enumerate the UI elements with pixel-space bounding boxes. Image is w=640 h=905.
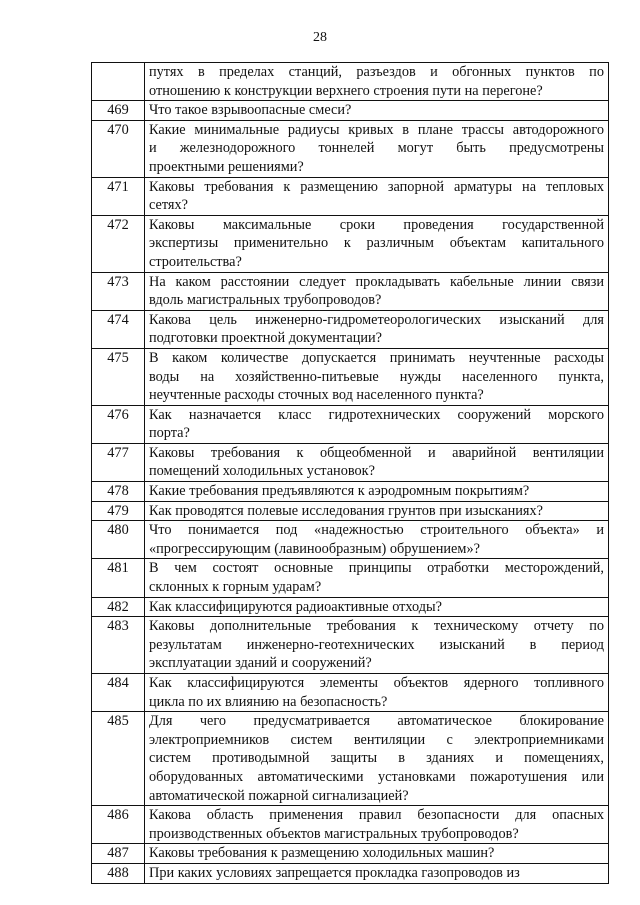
question-text-line: систем противодымной защиты в зданиях и помещениях, [149,750,604,767]
question-text-line: строительства? [149,253,242,270]
question-number: 475 [92,348,145,405]
question-row [92,482,609,502]
question-number: 482 [92,597,145,617]
question-text-line: Как назначается класс гидротехнических сооружений морского [149,406,604,423]
question-number: 485 [92,712,145,806]
question-text [145,521,609,559]
question-row [92,712,609,806]
question-text-line: Каковы требования к размещению холодильных машин? [149,845,495,862]
question-row [92,101,609,121]
question-text-line: Каковы требования к общеобменной и аварийной вентиляции [149,444,604,461]
question-text-line: помещений холодильных установок? [149,463,375,480]
question-text [145,844,609,864]
question-row [92,559,609,597]
question-text [145,101,609,121]
question-text-line: неучтенные расходы сточных вод населенного пункта? [149,387,484,404]
question-text-line: производственных объектов магистральных трубопроводов? [149,825,519,842]
question-text-line: порта? [149,425,190,442]
question-row [92,63,609,101]
question-number: 486 [92,806,145,844]
question-number: 471 [92,177,145,215]
question-text-line: Как классифицируются радиоактивные отходы? [149,598,442,615]
question-text [145,559,609,597]
question-text [145,63,609,101]
question-text-line: Каковы требования к размещению запорной арматуры на тепловых [149,178,604,195]
question-text-line: эксплуатации зданий и сооружений? [149,655,372,672]
question-number: 473 [92,272,145,310]
questions-table-body [92,63,609,884]
question-text [145,348,609,405]
question-text-line: подготовки проектной документации? [149,330,382,347]
question-row [92,215,609,272]
question-number: 469 [92,101,145,121]
question-text-line: электроприемников систем вентиляции с электроприемниками [149,731,604,748]
question-text-line: вдоль магистральных трубопроводов? [149,292,382,309]
question-number: 484 [92,674,145,712]
question-number: 479 [92,501,145,521]
question-text-line: Как проводятся полевые исследования грунтов при изысканиях? [149,502,543,519]
question-text [145,443,609,481]
page-number: 28 [313,30,327,45]
question-number: 488 [92,863,145,883]
question-text [145,806,609,844]
question-text-line: Что такое взрывоопасные смеси? [149,102,352,119]
question-text [145,272,609,310]
question-text-line: и железнодорожного тоннелей могут быть предусмотрены [149,140,604,157]
question-number: 477 [92,443,145,481]
question-number: 483 [92,617,145,674]
question-text [145,405,609,443]
question-row [92,501,609,521]
question-row [92,310,609,348]
question-text [145,597,609,617]
question-text-line: Какие требования предъявляются к аэродромным покрытиям? [149,483,530,500]
question-text-line: В чем состоят основные принципы отработки месторождений, [149,560,604,577]
question-text-line: Каковы максимальные сроки проведения государственной [149,216,604,233]
question-row [92,674,609,712]
question-text [145,215,609,272]
question-text [145,712,609,806]
question-text-line: Какова область применения правил безопасности для опасных [149,807,604,824]
question-text-line: склонных к горным ударам? [149,579,322,596]
questions-table [91,62,609,884]
question-number: 474 [92,310,145,348]
question-text-line: цикла по их влиянию на безопасность? [149,693,388,710]
question-text-line: Для чего предусматривается автоматическое блокирование [149,713,604,730]
question-text [145,617,609,674]
question-text [145,310,609,348]
question-text-line: Что понимается под «надежностью строительного объекта» и [149,522,604,539]
question-row [92,177,609,215]
question-text [145,501,609,521]
question-number: 472 [92,215,145,272]
question-row [92,806,609,844]
question-text-line: результатам инженерно-геотехнических изысканий в период [149,636,604,653]
question-number: 481 [92,559,145,597]
question-text-line: сетях? [149,197,188,214]
question-row [92,272,609,310]
question-row [92,521,609,559]
question-number: 487 [92,844,145,864]
question-text-line: автоматической пожарной сигнализацией? [149,787,409,804]
question-text-line: В каком количестве допускается принимать неучтенные расходы [149,349,604,366]
question-row [92,443,609,481]
question-text-line: Какова цель инженерно-гидрометеорологических изысканий для [149,311,604,328]
question-text [145,674,609,712]
question-number: 480 [92,521,145,559]
question-text-line: оборудованных автоматическими установками пожаротушения или [149,768,604,785]
question-number: 470 [92,120,145,177]
question-text-line: При каких условиях запрещается прокладка газопроводов из [149,864,520,881]
question-text-line: экспертизы применительно к различным объектам капитального [149,235,604,252]
question-text-line: Каковы дополнительные требования к техническому отчету по [149,618,604,635]
question-row [92,617,609,674]
question-number: 476 [92,405,145,443]
question-text-line: Как классифицируются элементы объектов ядерного топливного [149,675,604,691]
question-text-line: На каком расстоянии следует прокладывать кабельные линии связи [149,273,604,290]
question-row [92,844,609,864]
question-row [92,120,609,177]
question-text-line: Какие минимальные радиусы кривых в плане трассы автодорожного [149,121,604,138]
question-text-line: воды на хозяйственно-питьевые нужды населенного пункта, [149,368,604,385]
question-text [145,120,609,177]
question-text-line: путях в пределах станций, разъездов и обгонных пунктов по [149,64,604,80]
question-row [92,405,609,443]
question-row [92,348,609,405]
question-text [145,863,609,883]
question-row [92,597,609,617]
question-text [145,177,609,215]
question-text [145,482,609,502]
question-number [92,63,145,101]
question-number: 478 [92,482,145,502]
question-text-line: «прогрессирующим (лавинообразным) обрушением»? [149,540,480,557]
question-text-line: отношению к конструкции верхнего строения пути на перегоне? [149,82,543,99]
question-text-line: проектными решениями? [149,158,304,175]
question-row [92,863,609,883]
